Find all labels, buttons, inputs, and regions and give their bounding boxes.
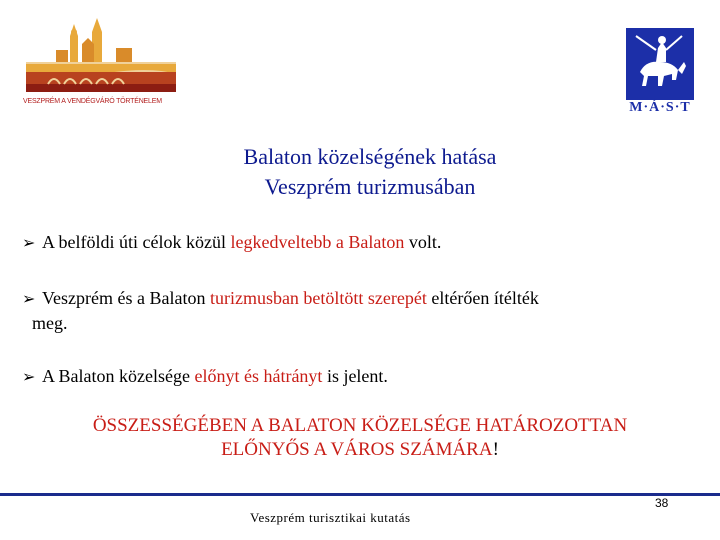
slide-title: [140, 142, 600, 202]
mast-logo: [626, 28, 694, 120]
bullet-item: [22, 364, 692, 389]
page-number: 38: [655, 496, 669, 510]
arrow-bullet-icon: ➢: [22, 233, 36, 252]
title-line-1: Balaton közelségének hatása: [243, 144, 497, 169]
bullet-highlight: legkedveltebb a Balaton: [230, 232, 405, 252]
bullet-text: Veszprém és a Balaton: [42, 288, 210, 308]
veszprem-logo: [20, 14, 180, 114]
logo-caption: VESZPRÉM A VENDÉGVÁRÓ TÖRTÉNELEM: [23, 98, 162, 105]
bullet-text: A Balaton közelsége: [42, 366, 195, 386]
bullet-item: [22, 230, 692, 255]
veszprem-skyline-icon: [20, 14, 180, 99]
conclusion-line-1: ÖSSZESSÉGÉBEN A BALATON KÖZELSÉGE HATÁROZOTTAN: [92, 415, 628, 436]
horseman-icon: [626, 28, 694, 100]
title-line-2: Veszprém turizmusában: [264, 174, 476, 199]
bullet-highlight: turizmusban betöltött szerepét: [209, 288, 427, 308]
conclusion-line-2: ELŐNYŐS A VÁROS SZÁMÁRA: [221, 439, 493, 460]
footer-text: Veszprém turisztikai kutatás: [250, 510, 411, 525]
bullet-item: [22, 286, 692, 335]
footer-divider: [0, 493, 720, 496]
arrow-bullet-icon: ➢: [22, 289, 36, 308]
conclusion-exclamation: !: [492, 439, 499, 460]
conclusion: [20, 414, 700, 462]
mast-logo-text: M·Á·S·T: [629, 100, 691, 115]
bullet-continuation: meg.: [32, 313, 68, 333]
bullet-highlight: előnyt és hátrányt: [194, 366, 323, 386]
bullet-text-end: is jelent.: [322, 366, 388, 386]
bullet-text: A belföldi úti célok közül: [42, 232, 231, 252]
arrow-bullet-icon: ➢: [22, 367, 36, 386]
bullet-text-end: volt.: [404, 232, 442, 252]
bullet-text-end: eltérően ítélték: [426, 288, 539, 308]
